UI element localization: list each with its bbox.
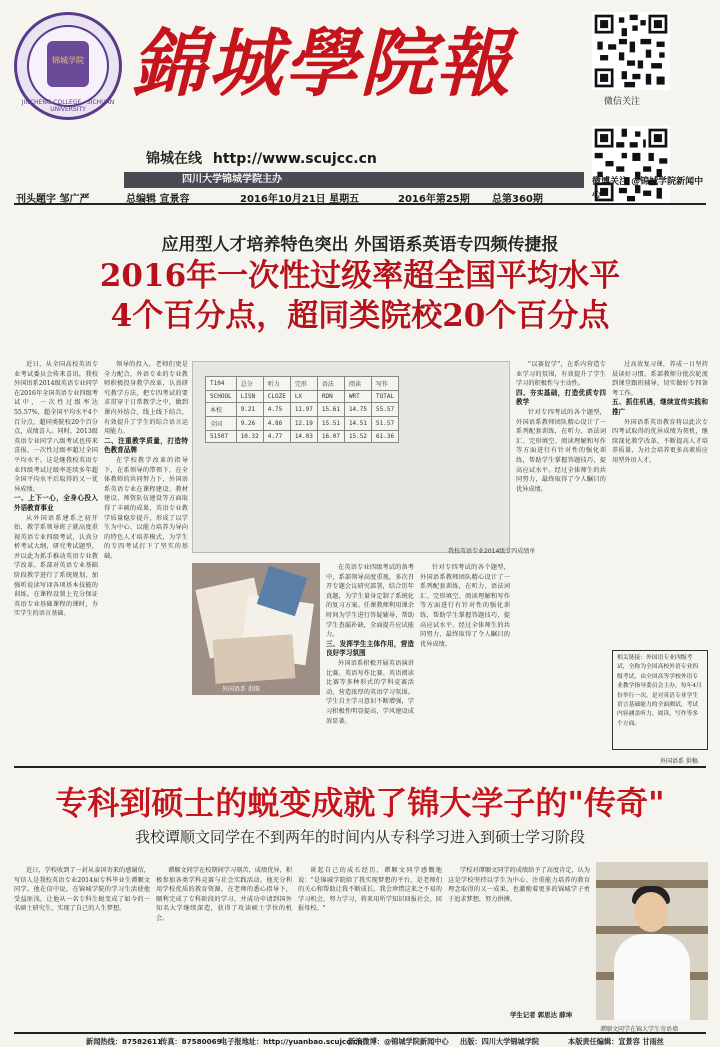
story1-column-1	[14, 360, 98, 760]
story1-col2-text: 领导的投入，老师们更是全力配合，外语专业的专业教师积极投身教学改革，认真研究教学方法，把专四考试的要求贯穿于日常教学之中，做到课内外结合，线上线下结合，有效提升了学生的综合语言运用能力。	[104, 361, 188, 436]
story2-column-3	[298, 866, 442, 1028]
footer-fax: 传真：87580069	[160, 1037, 222, 1046]
score-table-row	[206, 417, 399, 431]
footer-epaper-link[interactable]: 电子报地址：http://yuanbao.scujcc.cn	[220, 1037, 363, 1046]
score-table-cell: 61.36	[372, 431, 399, 443]
story1-headline-line2: 4个百分点，超同类院校20个百分点	[110, 298, 610, 334]
related-link-signature: 外国语系 供稿	[660, 758, 698, 765]
story1-headline-line1: 2016年一次性过级率超全国平均水平	[99, 258, 621, 294]
score-table-cell: 语法	[317, 377, 344, 391]
story2-column-1	[14, 866, 150, 1028]
related-link-box	[612, 650, 708, 750]
sponsor-bar: 四川大学锦城学院主办	[124, 172, 584, 188]
footer-publisher: 出版：四川大学锦城学院	[460, 1037, 540, 1046]
score-table-cell: 4.77	[263, 431, 290, 443]
story1-column-4	[516, 360, 606, 760]
score-table-row	[206, 391, 399, 403]
newspaper-title-block	[132, 14, 562, 124]
score-table-cell: 15.51	[317, 417, 344, 431]
story2-col3-text: 谈起自己的成长经历，谭顺文同学感慨地说："是锦城学院给了我实现梦想的平台，是老师们的关心和帮助让我不断成长，我会珍惜这来之不易的学习机会，努力学习，将来用所学知识回报社会，回报母校。"	[298, 867, 442, 913]
story1-col4-text: "以赛促学"，在系内营造专业学习的氛围，有效提升了学生学习的积极性与主动性。	[516, 361, 606, 388]
story1-column-2	[104, 360, 188, 760]
story2-col2-text: 谭顺文同学在校期间学习刻苦，成绩优异，积极参加各类学科竞赛与社会实践活动。他充分利用学校优质的教育资源，在老师的悉心指导下，顺利完成了专科阶段的学习，并成功申请到国外知名大学继续深造，获得了攻读硕士学位的机会。	[156, 867, 292, 922]
chief-editor: 总编辑 宣景容	[126, 194, 190, 205]
score-table-cell: TOTAL	[372, 391, 399, 403]
score-table-cell: 11.97	[290, 403, 317, 417]
student-portrait-photo	[596, 862, 708, 1020]
score-table-cell: WRT	[344, 391, 371, 403]
score-table-cell: 51.57	[372, 417, 399, 431]
story1-col2-subhead: 二、注重教学质量，打造特色教育品牌	[104, 436, 188, 455]
story1-column-3	[326, 563, 414, 759]
newspaper-title: 錦城學院報	[132, 21, 512, 107]
photo-score-caption: 我校英语专业2014级专四成绩单	[448, 548, 536, 555]
score-table-cell: LISN	[236, 391, 263, 403]
score-table-row	[206, 431, 399, 443]
footer-weibo: 新浪微博：@锦城学院新闻中心	[348, 1037, 449, 1046]
score-table-cell: 写作	[372, 377, 399, 391]
score-table-cell: 本校	[206, 403, 237, 417]
score-table-cell: LX	[290, 391, 317, 403]
issue-info-bar	[14, 189, 706, 205]
score-table-cell: 16.07	[317, 431, 344, 443]
story1-col5b-text: 外国语系英语教育将以此次专四考试取得的优异成绩为契机，继续深化教学改革，不断提高人才培养质量，为社会培养更多高素质应用型外语人才。	[612, 418, 708, 464]
score-table	[205, 376, 399, 443]
story1-col4-subhead: 四、夯实基础，打造优质专四教学	[516, 388, 606, 407]
score-table-cell: 15.61	[317, 403, 344, 417]
score-table-cell: 51507	[206, 431, 237, 443]
seal-ring-text: JINCHENG COLLEGE · SICHUAN UNIVERSITY	[21, 99, 115, 113]
title-calligraphy-credit: 刊头题字 邹广严	[16, 194, 90, 205]
qr-code-wechat	[592, 12, 670, 90]
photo-study-books	[192, 563, 320, 695]
footer-editor-on-duty: 本版责任编辑：宣景容 甘雨丝	[568, 1037, 664, 1046]
score-table-cell: 4.86	[263, 417, 290, 431]
site-line	[146, 148, 506, 168]
score-table-cell: 12.19	[290, 417, 317, 431]
qr-caption-wechat: 微信关注	[604, 97, 641, 107]
story1-col3-text: 在英语专业四级考试的备考中，系部领导高度重视，多次召开专题会议研究部署，结合历年真题，为学生量身定制了系统化的复习方案。任课教师利用课余时间为学生进行答疑辅导，帮助学生查漏补缺，全面提升应试能力。	[326, 564, 414, 639]
score-table-cell: 4.75	[263, 403, 290, 417]
footer-news-hotline: 新闻热线：87582611	[86, 1037, 162, 1046]
photo-books-caption: 外国语系 供图	[222, 686, 260, 693]
story1-kicker: 应用型人才培养特色突出 外国语系英语专四频传捷报	[161, 235, 559, 255]
story1-col5-subhead: 五、抓住机遇，继续宣传实践和推广	[612, 398, 708, 416]
story1-col1b-text: 从外国语系建系之初开始，教学系领导班子就高度重视英语专业四级考试，认真分析考试大纲，研究考试题型，并以此为抓手推动英语专业教学改革。系部对英语专业基础阶段教学进行了系统规划，加强听说读写译各项基本技能的训练，在课程设置上充分保证英语专业基础课程的课时，夯实学生的语言基础。	[14, 514, 98, 618]
score-table-cell: RDN	[317, 391, 344, 403]
story1-col3-subhead: 三、发挥学生主体作用，营造良好学习氛围	[326, 639, 414, 658]
score-table-row	[206, 403, 399, 417]
score-table-cell: 完形	[290, 377, 317, 391]
issue-date: 2016年10月21日 星期五	[240, 194, 360, 205]
issue-number: 2016年第25期	[398, 194, 470, 205]
story2-headline: 专科到硕士的蜕变成就了锦大学子的"传奇"	[55, 784, 665, 822]
story2-column-2	[156, 866, 292, 1028]
section-divider	[14, 766, 706, 768]
story1-column-3b	[420, 563, 510, 759]
score-table-cell: 55.57	[372, 403, 399, 417]
score-table-cell: CLOZE	[263, 391, 290, 403]
score-table-cell: T104	[206, 377, 237, 391]
score-table-cell: 阅读	[344, 377, 371, 391]
story1-column-5	[612, 360, 708, 644]
seal-core: 锦城学院	[47, 41, 89, 87]
story2-col4-text: 学校对谭顺文同学的成绩给予了高度肯定，认为这是学校坚持以学生为中心、注重能力培养的教育理念取得的又一成果，也激励着更多的锦城学子勇于追求梦想，努力拼搏。	[448, 867, 590, 903]
photo-score-report	[192, 361, 510, 553]
story2-column-4	[448, 866, 590, 1006]
score-table-cell: 14.75	[344, 403, 371, 417]
score-table-row	[206, 377, 399, 391]
score-table-cell: 听力	[263, 377, 290, 391]
footer-bar	[14, 1032, 706, 1047]
score-table-cell: SCHOOL	[206, 391, 237, 403]
portrait-caption: 谭顺文同学在锦大学生寄语墙	[600, 1026, 679, 1033]
story1-col5-text: 过高效复习课，养成一日坚持晨读好习惯。系部教师分批次轮流到课堂跟班辅导，切实做好专四备考工作。	[612, 361, 708, 397]
story1-col1-subhead: 一、上下一心，全身心投入外语教育事业	[14, 494, 98, 512]
site-url-link[interactable]: http://www.scujcc.cn	[212, 151, 377, 167]
score-table-cell: 9.21	[236, 403, 263, 417]
story2-col1-text: 近日，学校收到了一封从泰国寄来的感谢信，写信人是我校英语专业2014届专科毕业生谭顺文同学。他在信中说，在锦城学院的学习生活使他受益匪浅，让他从一名专科生蜕变成了如今的一名硕士研究生，实现了自己的人生梦想。	[14, 867, 150, 913]
score-table-cell: 9.26	[236, 417, 263, 431]
story2-credit: 学生记者 郭思达 薛坤	[510, 1011, 572, 1019]
story1-col3-cont: 针对专四考试的各个题型，外国语系教师团队精心设计了一系列配套训练，在听力、语法词汇、完形填空、阅读理解和写作等方面进行有针对性的强化训练，帮助学生掌握答题技巧，提高应试水平。经过全体师生的共同努力，最终取得了令人瞩目的优异成绩。	[420, 564, 510, 648]
score-table-cell: 10.32	[236, 431, 263, 443]
related-link-text: 相关链接：外国语专业四级考试，全称为全国高校外语专业四级考试，由全国高等学校外语专业教学指导委员会主办，每年4月份举行一次，是对英语专业学生语言基础能力的全面测试，考试内容涵盖听力、阅读、写作等多个方面。	[617, 655, 702, 727]
story1-col4b-text: 针对专四考试的各个题型，外国语系教师团队精心设计了一系列配套训练，在听力、语法词汇、完形填空、阅读理解和写作等方面进行有针对性的强化训练，帮助学生掌握答题技巧，提高应试水平。经过全体师生的共同努力，最终取得了令人瞩目的优异成绩。	[516, 408, 606, 493]
score-table-cell: 总分	[236, 377, 263, 391]
story1-col1-text: 近日，从全国高校英语专业考试委员会传来喜讯，我校外国语系2014级英语专业同学在2016年全国英语专业四级考试中，一次性过级率达55.57%，超全国平均水平4个百分点，超同类院校20个百分点，成绩喜人。同时，2013级英语专业同学八级考试也传来喜报，一次性过级率超过全国平均水平。这是继我校英语专业四级考试过级率连续多年超全国平均水平后取得的又一优异成绩。	[14, 361, 98, 493]
score-table-cell: 14.51	[344, 417, 371, 431]
story2-subheadline: 我校谭顺文同学在不到两年的时间内从专科学习进入到硕士学习阶段	[134, 828, 585, 846]
score-table-cell: 全国	[206, 417, 237, 431]
score-table-cell: 14.03	[290, 431, 317, 443]
score-table-cell: 15.52	[344, 431, 371, 443]
college-seal-logo	[14, 12, 122, 120]
story1-col2b-text: 在学校教学改革的指导下，在系领导的带领下，在全体教师的共同努力下，外国语系英语专业在课程建设、教材建设、师资队伍建设等方面取得了丰硕的成果，英语专业教学质量稳步提升，形成了以学生为中心、以能力培养为导向的特色人才培养模式，为学生的专四考试打下了坚实的基础。	[104, 456, 188, 560]
weibo-follow: 微博关注 @锦城学院新闻中心	[592, 177, 704, 200]
total-issue-number: 总第360期	[492, 194, 543, 205]
site-label: 锦城在线	[146, 151, 202, 167]
story1-col3b-text: 外国语系积极开展英语演讲比赛、英语写作比赛、英语阅读比赛等多种形式的学科竞赛活动，营造浓厚的英语学习氛围。学生自主学习意识不断增强，学习积极性明显提高，学风建设成效显著。	[326, 659, 414, 725]
